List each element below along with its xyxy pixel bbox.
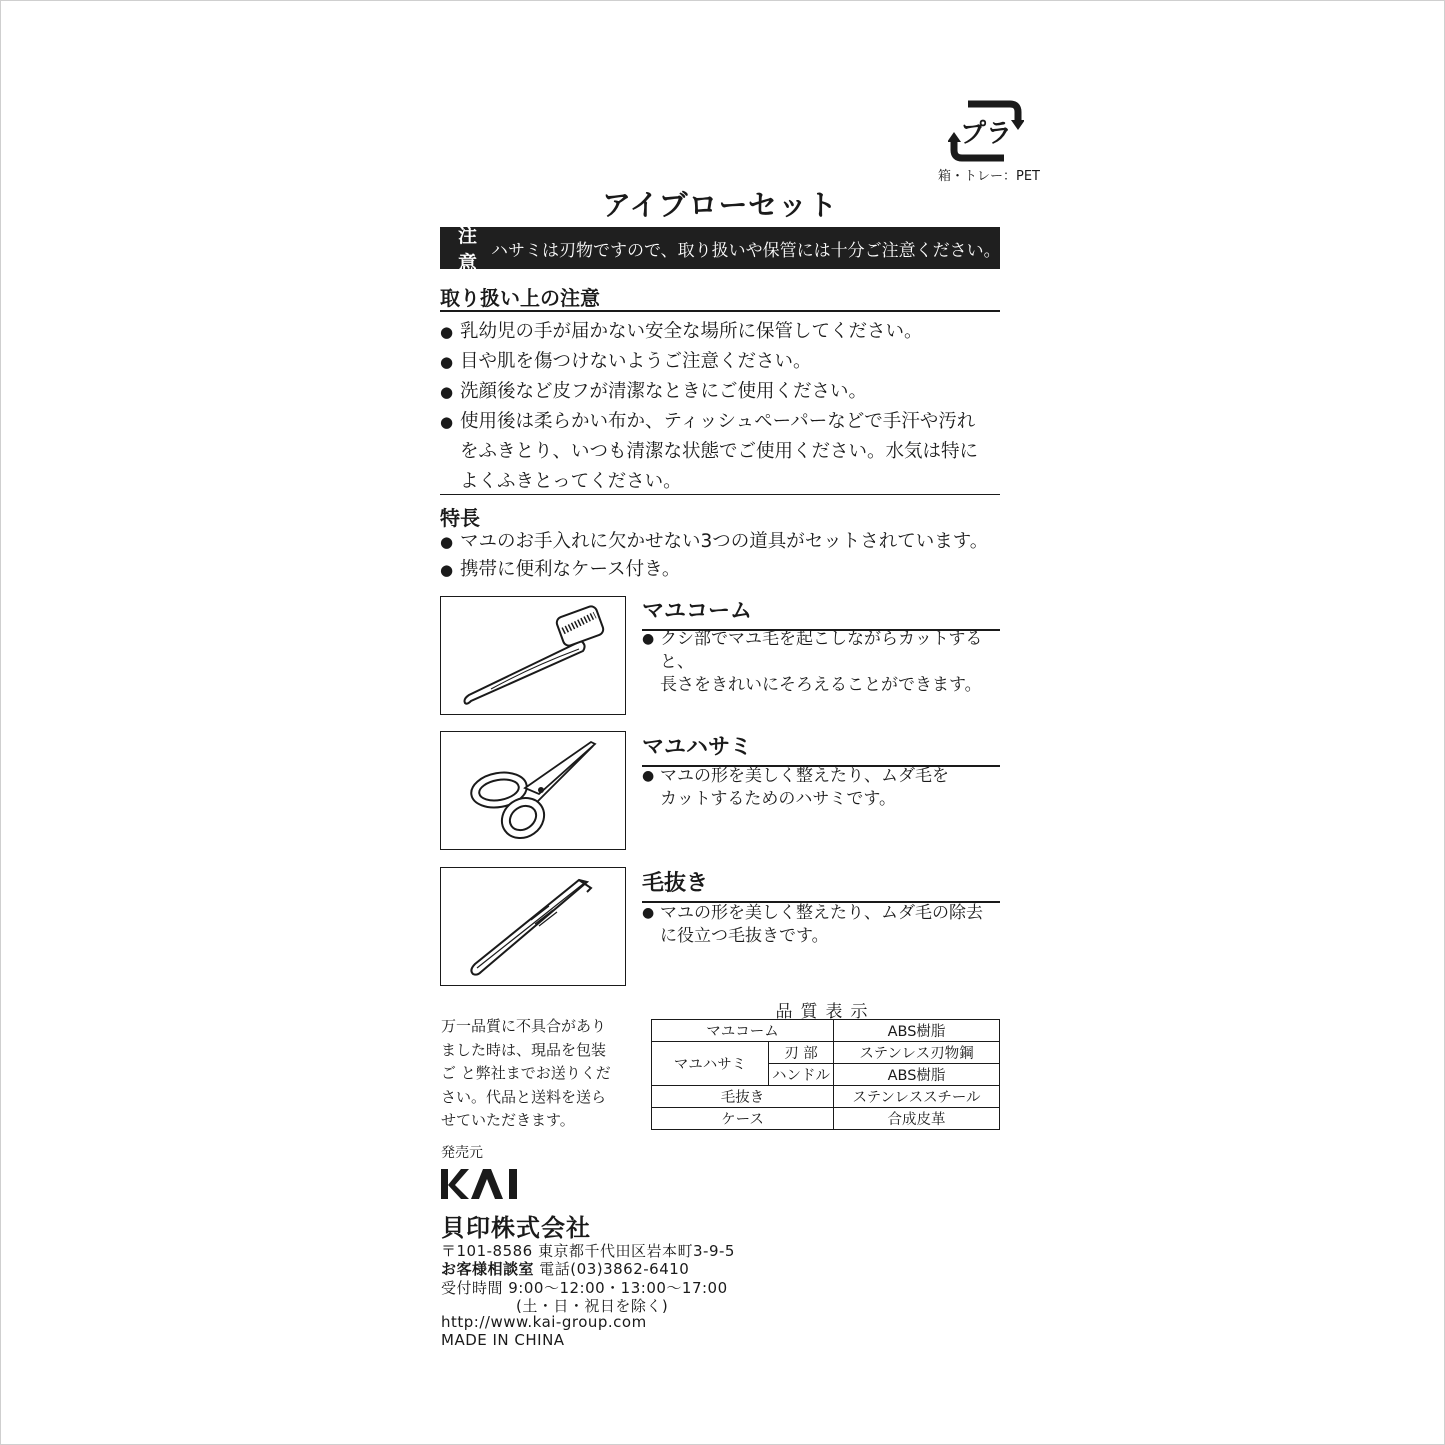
country-of-origin: MADE IN CHINA: [441, 1331, 565, 1349]
table-cell: ケース: [652, 1108, 834, 1130]
tweezers-icon: [440, 867, 626, 986]
quality-title: 品質表示: [775, 1002, 876, 1022]
notice-line: さい。代品と送料を送ら: [441, 1087, 607, 1106]
company-address: 〒101-8586 東京都千代田区岩本町3-9-5: [441, 1242, 735, 1260]
material-label: 箱・トレー：PET: [938, 169, 1040, 184]
divider: [440, 494, 1000, 495]
table-row: [652, 1042, 1000, 1064]
description-line: カットするためのハサミです。: [660, 789, 896, 809]
table-row: [652, 1020, 1000, 1042]
company-url[interactable]: http://www.kai-group.com: [441, 1313, 647, 1331]
caution-banner: [440, 225, 1001, 274]
list-item: ● 乳幼児の手が届かない安全な場所に保管してください。: [440, 317, 1005, 347]
product-description: [642, 628, 1002, 697]
company-name: 貝印株式会社: [441, 1214, 591, 1242]
handling-heading: 取り扱い上の注意: [440, 286, 600, 310]
list-item-continued: をふきとり、いつも清潔な状態でご使用ください。水気は特に: [460, 441, 979, 462]
table-cell: ステンレススチール: [834, 1086, 1000, 1108]
description-line: ● マユの形を美しく整えたり、ムダ毛の除去: [660, 903, 983, 923]
table-cell: ABS樹脂: [834, 1020, 1000, 1042]
kai-logo: [441, 1165, 521, 1201]
list-item: ● 目や肌を傷つけないようご注意ください。: [440, 347, 1005, 377]
features-heading: 特長: [440, 506, 480, 530]
description-line: ● マユの形を美しく整えたり、ムダ毛を: [660, 766, 949, 786]
caution-heading: 注意: [458, 225, 478, 274]
table-cell: マユハサミ: [652, 1042, 769, 1086]
quality-table: [651, 1019, 1000, 1130]
product-description: [642, 765, 1002, 811]
features-list: [440, 528, 1005, 584]
notice-line: せていただきます。: [441, 1111, 575, 1129]
table-cell: 合成皮革: [834, 1108, 1000, 1130]
description-line: ● クシ部でマユ毛を起こしながらカットすると、: [660, 629, 983, 672]
description-line: に役立つ毛抜きです。: [660, 926, 829, 946]
pla-symbol-text: プラ: [959, 119, 1013, 149]
table-cell: 毛抜き: [652, 1086, 834, 1108]
defect-notice: [441, 1015, 631, 1133]
list-item: ● 洗顔後など皮フが清潔なときにご使用ください。: [440, 377, 1005, 407]
notice-line: ました時は、現品を包装: [441, 1040, 607, 1059]
caution-text: ハサミは刃物ですので、取り扱いや保管には十分ご注意ください。: [491, 240, 1001, 261]
divider: [440, 310, 1000, 312]
table-cell: 刃 部: [769, 1042, 834, 1064]
page-title: アイブローセット: [602, 188, 838, 222]
table-cell: ハンドル: [769, 1064, 834, 1086]
support-hours: 受付時間 9:00〜12:00・13:00〜17:00: [441, 1279, 728, 1297]
notice-line: 万一品質に不具合があり: [441, 1017, 607, 1035]
description-line: 長さをきれいにそろえることができます。: [660, 675, 982, 695]
table-cell: マユコーム: [652, 1020, 834, 1042]
product-name: マユコーム: [642, 594, 1000, 631]
list-item-continued: よくふきとってください。: [460, 471, 682, 492]
eyebrow-comb-icon: [440, 596, 626, 715]
table-row: [652, 1086, 1000, 1108]
product-name: マユハサミ: [642, 730, 1000, 767]
closed-days: (土・日・祝日を除く): [516, 1297, 669, 1315]
publisher-label: 発売元: [441, 1145, 483, 1161]
table-cell: ステンレス刃物鋼: [834, 1042, 1000, 1064]
notice-line: ご と弊社までお送りくだ: [441, 1064, 611, 1082]
handling-list: [440, 317, 1005, 437]
support-phone: 電話(03)3862-6410: [539, 1260, 690, 1278]
product-name: 毛抜き: [642, 866, 1000, 903]
support-label: お客様相談室: [441, 1260, 535, 1278]
list-item: ● 携帯に便利なケース付き。: [440, 556, 1005, 584]
list-item: ● マユのお手入れに欠かせない3つの道具がセットされています。: [440, 528, 1005, 556]
support-line: [441, 1258, 689, 1279]
table-row: [652, 1108, 1000, 1130]
eyebrow-scissors-icon: [440, 731, 626, 850]
table-cell: ABS樹脂: [834, 1064, 1000, 1086]
list-item: ● 使用後は柔らかい布か、ティッシュペーパーなどで手汗や汚れ: [440, 407, 1005, 437]
product-description: [642, 902, 1002, 948]
pla-recycle-icon: [948, 98, 1024, 164]
